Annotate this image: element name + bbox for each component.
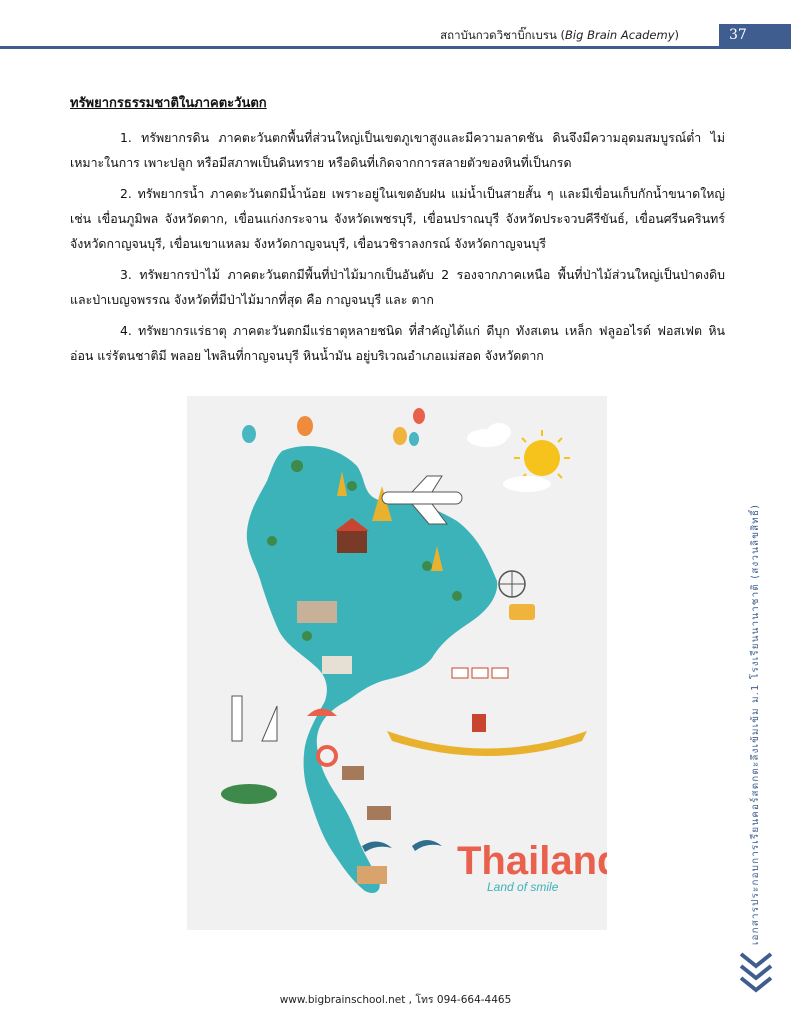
life-ring-icon <box>318 747 336 765</box>
thailand-map-svg <box>187 396 607 930</box>
paragraph-water: 2. ทรัพยากรน้ำ ภาคตะวันตกมีน้ำน้อย เพราะอยู่ในเขตอับฝน แม่น้ำเป็นสายสั้น ๆ และมีเขื่อนเก็บกักน้ำขนาดใหญ่ เช่น เขื่อนภูมิพล จังหวัดตาก, เขื่อนแก่งกระจาน จังหวัดเพชรบุรี, เขื่อนปราณบุรี จังหวัดประจวบคีรีขันธ์, เขื่อนศรีนครินทร์ จังหวัดกาญจนบุรี, เขื่อนเขาแหลม จังหวัดกาญจนบุรี, เขื่อนวชิราลงกรณ์ จังหวัดกาญจนบุรี <box>70 186 725 251</box>
thailand-logo-subtext: Land of smile <box>487 880 559 894</box>
tuk-tuk-icon <box>509 604 535 620</box>
dolphin-icon <box>362 840 442 852</box>
royal-barge-cabin <box>472 714 486 732</box>
royal-barge-icon <box>387 731 587 756</box>
lighthouse-icon <box>232 696 242 741</box>
section-heading: ทรัพยากรธรรมชาติในภาคตะวันตก <box>70 96 267 111</box>
island-icon <box>221 784 277 804</box>
header-title-close: ) <box>674 28 679 42</box>
footer-website[interactable]: www.bigbrainschool.net <box>279 994 406 1006</box>
stilt-house-icon <box>452 668 508 678</box>
footer <box>0 991 791 1008</box>
paragraph-soil: 1. ทรัพยากรดิน ภาคตะวันตกพื้นที่ส่วนใหญ่เป็นเขตภูเขาสูงและมีความลาดชัน ดินจึงมีความอุดมสมบูรณ์ต่ำ ไม่เหมาะในการ เพาะปลูก หรือมีสภาพเป็นดินทราย หรือดินที่เกิดจากการสลายตัวของหินที่เป็นกรด <box>70 130 725 170</box>
page-number: 37 <box>719 24 791 46</box>
thailand-map-illustration <box>187 396 607 930</box>
header-title-thai: สถาบันกวดวิชาบิ๊กเบรน ( <box>440 28 566 42</box>
header-title <box>440 27 679 45</box>
ferris-wheel-icon <box>499 571 525 597</box>
main-content <box>70 92 725 374</box>
paragraph-forest: 3. ทรัพยากรป่าไม้ ภาคตะวันตกมีพื้นที่ป่าไม้มากเป็นอันดับ 2 รองจากภาคเหนือ พื้นที่ป่าไม้ส่วนใหญ่เป็นป่าดงดิบ และป่าเบญจพรรณ จังหวัดที่มีป่าไม้มากที่สุด คือ กาญจนบุรี และ ตาก <box>70 267 725 307</box>
paragraph-minerals: 4. ทรัพยากรแร่ธาตุ ภาคตะวันตกมีแร่ธาตุหลายชนิด ที่สำคัญได้แก่ ดีบุก ทังสเตน เหล็ก ฟลูออไรด์ ฟอสเฟต หินอ่อน แร่รัตนชาติมี พลอย ไพลินที่กาญจนบุรี หินน้ำมัน อยู่บริเวณอำเภอแม่สอด จังหวัดตาก <box>70 323 725 363</box>
side-vertical-text: เอกสารประกอบการเรียนคอร์สตกตะลึงเข้มเข้ม ม.1 โรงเรียนนานาชาติ (สงวนลิขสิทธิ์) <box>750 503 761 945</box>
thailand-logo-text: Thailand <box>457 839 607 883</box>
hot-air-balloon-icon <box>242 408 425 446</box>
header-divider <box>0 46 791 49</box>
footer-phone: , โทร 094-664-4465 <box>408 994 512 1006</box>
sailboat-icon <box>262 706 277 741</box>
header-title-brand: Big Brain Academy <box>565 28 675 42</box>
